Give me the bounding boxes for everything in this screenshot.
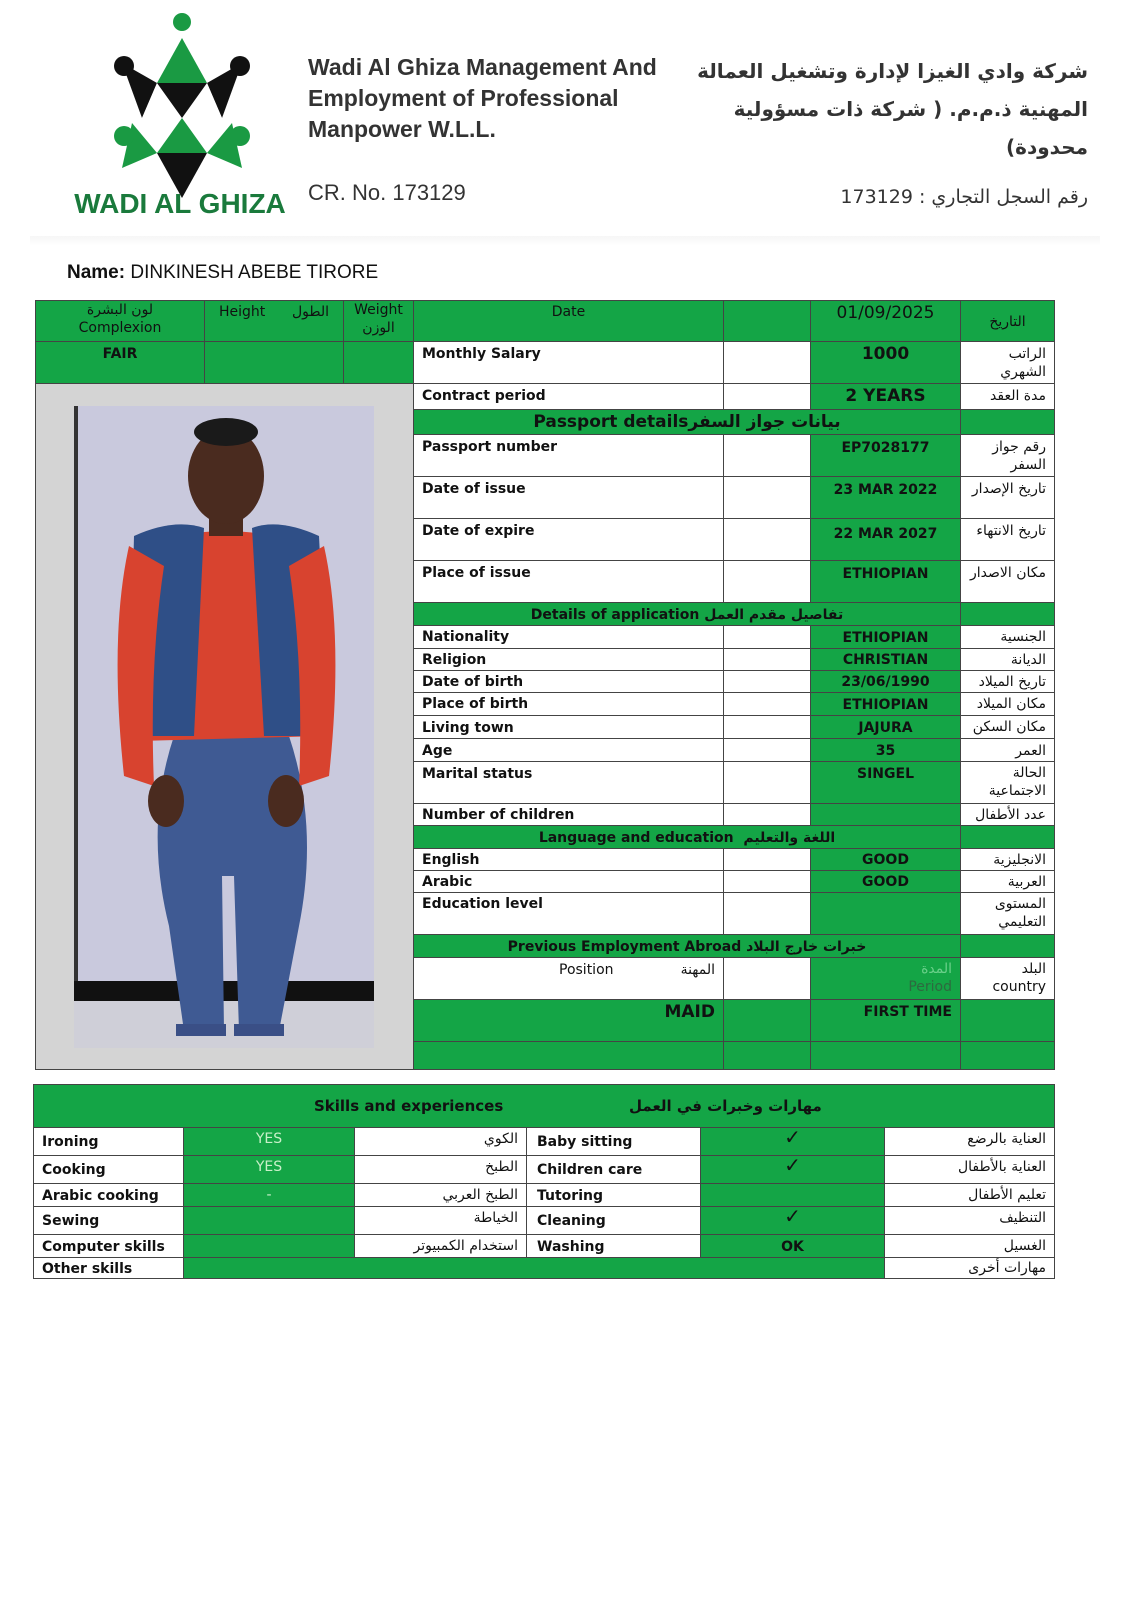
- skill-cleaning-ar: التنظيف: [884, 1206, 1055, 1235]
- pob-value: ETHIOPIAN: [810, 692, 961, 716]
- marital-status-value: SINGEL: [810, 761, 961, 804]
- nationality-label: Nationality: [413, 625, 724, 649]
- issue-date-value: 23 MAR 2022: [810, 476, 961, 519]
- header-divider: [30, 236, 1100, 246]
- skill-cooking-ar: الطبخ: [354, 1155, 527, 1184]
- cell-spacer: [723, 870, 811, 893]
- nationality-value: ETHIOPIAN: [810, 625, 961, 649]
- employment-empty-row: [413, 1041, 724, 1070]
- cell-spacer: [723, 625, 811, 649]
- skill-childcare-ar: العناية بالأطفال: [884, 1155, 1055, 1184]
- skill-cooking-value: YES: [183, 1155, 355, 1184]
- living-town-value: JAJURA: [810, 715, 961, 739]
- cell-spacer: [723, 715, 811, 739]
- cell-spacer: [723, 560, 811, 603]
- arabic-value: GOOD: [810, 870, 961, 893]
- skill-babysitting-label: Baby sitting: [526, 1127, 701, 1156]
- applicant-photo: [74, 406, 374, 1048]
- period-value: FIRST TIME: [810, 999, 961, 1042]
- weight-header: Weight الوزن: [343, 300, 414, 342]
- company-name-en: Wadi Al Ghiza Management And Employment of Professional Manpower W.L.L.: [308, 54, 657, 142]
- skill-computer-ar: استخدام الكمبيوتر: [354, 1234, 527, 1258]
- cell-spacer: [723, 738, 811, 762]
- date-spacer: [723, 300, 811, 342]
- height-value: [204, 341, 344, 384]
- contract-label: Contract period: [413, 383, 724, 410]
- salary-value: 1000: [810, 341, 961, 384]
- passport-number-ar: رقم جواز السفر: [960, 434, 1055, 477]
- salary-spacer: [723, 341, 811, 384]
- passport-number-value: EP7028177: [810, 434, 961, 477]
- dob-ar: تاريخ الميلاد: [960, 670, 1055, 693]
- skill-tutoring-label: Tutoring: [526, 1183, 701, 1207]
- cell-spacer: [723, 670, 811, 693]
- nationality-ar: الجنسية: [960, 625, 1055, 649]
- period-header: المدة Period: [810, 957, 961, 1000]
- date-label: Date: [413, 300, 724, 342]
- cell-spacer: [723, 848, 811, 871]
- weight-value: [343, 341, 414, 384]
- cr-number-ar: رقم السجل التجاري : 173129: [840, 186, 1088, 208]
- date-value: 01/09/2025: [810, 300, 961, 342]
- passport-header-spacer: [960, 409, 1055, 435]
- expire-date-label: Date of expire: [413, 518, 724, 561]
- skill-washing-ar: الغسيل: [884, 1234, 1055, 1258]
- skill-babysitting-ar: العناية بالرضع: [884, 1127, 1055, 1156]
- salary-ar: الراتب الشهري: [960, 341, 1055, 384]
- skill-arabic-cooking-value: -: [183, 1183, 355, 1207]
- english-label: English: [413, 848, 724, 871]
- complexion-header: لون البشرة Complexion: [35, 300, 205, 342]
- skill-other-value: [183, 1257, 885, 1279]
- expire-date-value: 22 MAR 2027: [810, 518, 961, 561]
- english-ar: الانجليزية: [960, 848, 1055, 871]
- language-header-spacer: [960, 825, 1055, 849]
- cell-spacer: [960, 1041, 1055, 1070]
- age-value: 35: [810, 738, 961, 762]
- cell-spacer: [723, 999, 811, 1042]
- skill-tutoring-value: [700, 1183, 885, 1207]
- children-label: Number of children: [413, 803, 724, 826]
- cell-spacer: [723, 692, 811, 716]
- employment-header-spacer: [960, 934, 1055, 958]
- arabic-ar: العربية: [960, 870, 1055, 893]
- skill-arabic-cooking-ar: الطبخ العربي: [354, 1183, 527, 1207]
- pob-ar: مكان الميلاد: [960, 692, 1055, 716]
- applicant-name: [67, 262, 378, 284]
- living-town-label: Living town: [413, 715, 724, 739]
- skill-childcare-label: Children care: [526, 1155, 701, 1184]
- company-name-ar: شركة وادي الغيزا لإدارة وتشغيل العمالة المهنية ذ.م.م. ( شركة ذات مسؤولية محدودة): [697, 59, 1088, 159]
- dob-value: 23/06/1990: [810, 670, 961, 693]
- cell-spacer: [723, 648, 811, 671]
- application-header-spacer: [960, 602, 1055, 626]
- age-label: Age: [413, 738, 724, 762]
- skill-other-ar: مهارات أخرى: [884, 1257, 1055, 1279]
- skill-cooking-label: Cooking: [33, 1155, 184, 1184]
- cell-spacer: [723, 434, 811, 477]
- religion-ar: الديانة: [960, 648, 1055, 671]
- issue-date-ar: تاريخ الإصدار: [960, 476, 1055, 519]
- education-label: Education level: [413, 892, 724, 935]
- skill-other-label: Other skills: [33, 1257, 184, 1279]
- skill-washing-value: OK: [700, 1234, 885, 1258]
- skill-cleaning-label: Cleaning: [526, 1206, 701, 1235]
- children-ar: عدد الأطفال: [960, 803, 1055, 826]
- place-of-issue-ar: مكان الاصدار: [960, 560, 1055, 603]
- passport-section-header: Passport detailsبيانات جواز السفر: [413, 409, 961, 435]
- passport-number-label: Passport number: [413, 434, 724, 477]
- application-section-header: Details of application تفاصيل مقدم العمل: [413, 602, 961, 626]
- skill-childcare-check: ✓: [700, 1155, 885, 1184]
- date-ar: التاريخ: [960, 300, 1055, 342]
- salary-label: Monthly Salary: [413, 341, 724, 384]
- cell-spacer: [723, 803, 811, 826]
- company-logo: [62, 8, 302, 228]
- marital-status-label: Marital status: [413, 761, 724, 804]
- expire-date-ar: تاريخ الانتهاء: [960, 518, 1055, 561]
- name-value: DINKINESH ABEBE TIRORE: [130, 262, 379, 283]
- pob-label: Place of birth: [413, 692, 724, 716]
- english-value: GOOD: [810, 848, 961, 871]
- religion-value: CHRISTIAN: [810, 648, 961, 671]
- cell-spacer: [810, 1041, 961, 1070]
- skill-washing-label: Washing: [526, 1234, 701, 1258]
- cell-spacer: [723, 518, 811, 561]
- country-value: [960, 999, 1055, 1042]
- cr-number-en: CR. No. 173129: [308, 180, 466, 205]
- cell-spacer: [723, 892, 811, 935]
- skill-arabic-cooking-label: Arabic cooking: [33, 1183, 184, 1207]
- skill-computer-label: Computer skills: [33, 1234, 184, 1258]
- cell-spacer: [723, 957, 811, 1000]
- country-header: البلد country: [960, 957, 1055, 1000]
- skill-ironing-value: YES: [183, 1127, 355, 1156]
- skill-ironing-label: Ironing: [33, 1127, 184, 1156]
- complexion-value: FAIR: [35, 341, 205, 384]
- contract-value: 2 YEARS: [810, 383, 961, 410]
- age-ar: العمر: [960, 738, 1055, 762]
- cell-spacer: [723, 476, 811, 519]
- education-ar: المستوى التعليمي: [960, 892, 1055, 935]
- issue-date-label: Date of issue: [413, 476, 724, 519]
- position-value: MAID: [413, 999, 724, 1042]
- skill-babysitting-check: ✓: [700, 1127, 885, 1156]
- place-of-issue-label: Place of issue: [413, 560, 724, 603]
- skills-header: Skills and experiences مهارات وخبرات في العمل: [33, 1084, 1055, 1128]
- skill-sewing-label: Sewing: [33, 1206, 184, 1235]
- contract-spacer: [723, 383, 811, 410]
- place-of-issue-value: ETHIOPIAN: [810, 560, 961, 603]
- name-label: Name:: [67, 262, 126, 283]
- skill-ironing-ar: الكوي: [354, 1127, 527, 1156]
- marital-status-ar: الحالة الاجتماعية: [960, 761, 1055, 804]
- contract-ar: مدة العقد: [960, 383, 1055, 410]
- cell-spacer: [723, 1041, 811, 1070]
- employment-section-header: Previous Employment Abroad خبرات خارج البلاد: [413, 934, 961, 958]
- skill-cleaning-check: ✓: [700, 1206, 885, 1235]
- position-header: Position المهنة: [413, 957, 724, 1000]
- height-header: Height الطول: [204, 300, 344, 342]
- living-town-ar: مكان السكن: [960, 715, 1055, 739]
- skill-sewing-ar: الخياطة: [354, 1206, 527, 1235]
- skill-computer-value: [183, 1234, 355, 1258]
- dob-label: Date of birth: [413, 670, 724, 693]
- skill-tutoring-ar: تعليم الأطفال: [884, 1183, 1055, 1207]
- children-value: [810, 803, 961, 826]
- logo-wordmark: WADI AL GHIZA: [74, 188, 286, 219]
- language-section-header: Language and education اللغة والتعليم: [413, 825, 961, 849]
- skill-sewing-value: [183, 1206, 355, 1235]
- religion-label: Religion: [413, 648, 724, 671]
- education-value: [810, 892, 961, 935]
- cell-spacer: [723, 761, 811, 804]
- arabic-label: Arabic: [413, 870, 724, 893]
